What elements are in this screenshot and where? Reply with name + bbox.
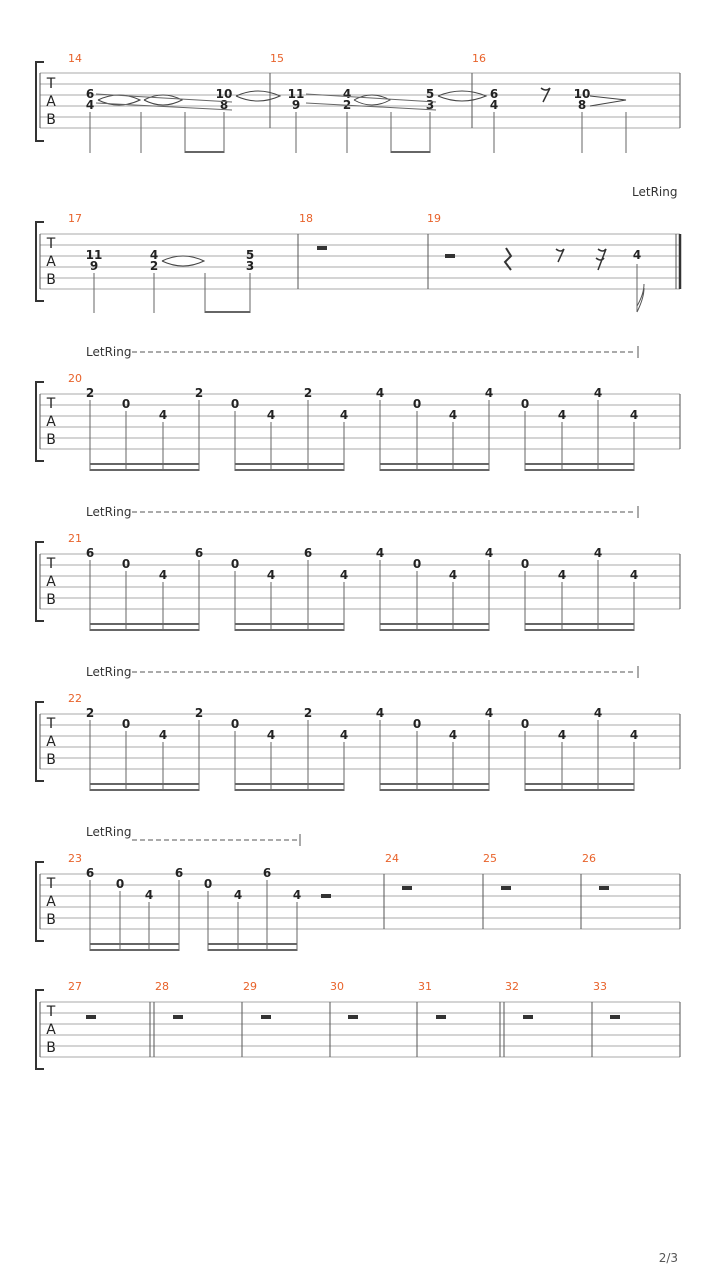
fret-number: 4 xyxy=(448,408,458,422)
tab-clef-a: A xyxy=(46,94,56,110)
fret-number: 0 xyxy=(121,397,131,411)
fret-number: 4 xyxy=(484,386,494,400)
fret-number: 4 xyxy=(448,728,458,742)
fret-number: 6 xyxy=(194,546,204,560)
fret-number: 4 xyxy=(557,568,567,582)
fret-number: 4 xyxy=(593,706,603,720)
tab-clef-b: B xyxy=(46,112,56,128)
half-rest-symbol xyxy=(445,254,455,258)
fret-number: 0 xyxy=(203,877,213,891)
tab-clef-t: T xyxy=(46,236,56,252)
tab-clef-b: B xyxy=(46,272,56,288)
measure-number: 16 xyxy=(472,52,486,65)
fret-number: 11 xyxy=(287,87,305,101)
fret-number: 2 xyxy=(194,706,204,720)
measure-number: 31 xyxy=(418,980,432,993)
whole-rest-symbol xyxy=(599,886,609,890)
fret-number: 5 xyxy=(425,87,435,101)
tab-clef-a: A xyxy=(46,414,56,430)
fret-number: 4 xyxy=(375,706,385,720)
fret-number: 4 xyxy=(557,408,567,422)
fret-number: 5 xyxy=(245,248,255,262)
half-rest-symbol xyxy=(317,246,327,250)
fret-number: 6 xyxy=(262,866,272,880)
fret-number: 0 xyxy=(121,557,131,571)
tab-system-1 xyxy=(36,52,680,153)
tab-clef-t: T xyxy=(46,396,56,412)
fret-number: 4 xyxy=(557,728,567,742)
measure-number: 30 xyxy=(330,980,344,993)
measure-number: 17 xyxy=(68,212,82,225)
measure-number: 22 xyxy=(68,692,82,705)
whole-rest-symbol xyxy=(348,1015,358,1019)
let-ring-label: LetRing xyxy=(632,185,678,199)
tab-clef-a: A xyxy=(46,254,56,270)
fret-number: 4 xyxy=(158,728,168,742)
fret-number: 0 xyxy=(115,877,125,891)
fret-number: 2 xyxy=(85,386,95,400)
fret-number: 0 xyxy=(520,397,530,411)
let-ring-label: LetRing xyxy=(86,345,132,359)
fret-number: 6 xyxy=(85,87,95,101)
measure-number: 27 xyxy=(68,980,82,993)
let-ring-label: LetRing xyxy=(86,505,132,519)
fret-number: 4 xyxy=(339,408,349,422)
tie-symbol xyxy=(590,96,626,106)
fret-number: 0 xyxy=(520,717,530,731)
sixteenth-flag xyxy=(637,284,644,312)
fret-number: 4 xyxy=(158,568,168,582)
fret-number: 4 xyxy=(484,706,494,720)
fret-number: 4 xyxy=(149,248,159,262)
tab-clef-a: A xyxy=(46,574,56,590)
fret-number: 4 xyxy=(629,728,639,742)
fret-number: 4 xyxy=(339,728,349,742)
fret-number: 2 xyxy=(85,706,95,720)
fret-number: 0 xyxy=(230,557,240,571)
arpeggio-systems xyxy=(36,345,680,791)
fret-number: 0 xyxy=(412,717,422,731)
fret-number: 3 xyxy=(425,98,435,112)
fret-number: 8 xyxy=(219,98,229,112)
fret-number: 4 xyxy=(448,568,458,582)
measure-number: 29 xyxy=(243,980,257,993)
tab-clef-b: B xyxy=(46,432,56,448)
measure-number: 28 xyxy=(155,980,169,993)
tie-symbol xyxy=(144,95,182,105)
tab-clef-t: T xyxy=(46,556,56,572)
fret-number: 4 xyxy=(593,386,603,400)
measure-number: 33 xyxy=(593,980,607,993)
fret-number: 2 xyxy=(303,386,313,400)
tie-symbol xyxy=(438,91,486,101)
measure-number: 18 xyxy=(299,212,313,225)
page-number: 2/3 xyxy=(658,1251,678,1265)
fret-number: 4 xyxy=(144,888,154,902)
fret-number: 6 xyxy=(85,546,95,560)
fret-number: 3 xyxy=(245,259,255,273)
fret-number: 4 xyxy=(375,546,385,560)
tab-clef-a: A xyxy=(46,734,56,750)
tab-system-7 xyxy=(36,980,680,1069)
fret-number: 4 xyxy=(629,408,639,422)
whole-rest-symbol xyxy=(436,1015,446,1019)
tab-clef-t: T xyxy=(46,1004,56,1020)
measure-number: 32 xyxy=(505,980,519,993)
fret-number: 4 xyxy=(266,568,276,582)
measure-number: 25 xyxy=(483,852,497,865)
whole-rest-symbol xyxy=(86,1015,96,1019)
fret-number: 4 xyxy=(489,98,499,112)
fret-number: 4 xyxy=(158,408,168,422)
tab-clef-t: T xyxy=(46,716,56,732)
fret-number: 4 xyxy=(292,888,302,902)
fret-number: 4 xyxy=(629,568,639,582)
fret-number: 11 xyxy=(85,248,103,262)
fret-number: 4 xyxy=(484,546,494,560)
fret-number: 6 xyxy=(303,546,313,560)
fret-number: 6 xyxy=(174,866,184,880)
fret-number: 10 xyxy=(573,87,591,101)
tab-system-5 xyxy=(36,665,680,791)
fret-number: 0 xyxy=(230,717,240,731)
let-ring-label: LetRing xyxy=(86,825,132,839)
fret-number: 2 xyxy=(303,706,313,720)
whole-rest-symbol xyxy=(501,886,511,890)
fret-number: 4 xyxy=(85,98,95,112)
tab-clef-b: B xyxy=(46,592,56,608)
fret-number: 9 xyxy=(291,98,301,112)
fret-number: 0 xyxy=(520,557,530,571)
whole-rest-symbol xyxy=(610,1015,620,1019)
whole-rest-symbol xyxy=(402,886,412,890)
fret-number: 0 xyxy=(121,717,131,731)
fret-number: 6 xyxy=(489,87,499,101)
measure-number: 20 xyxy=(68,372,82,385)
fret-number: 2 xyxy=(149,259,159,273)
half-rest-symbol xyxy=(321,894,331,898)
let-ring-label: LetRing xyxy=(86,665,132,679)
tab-clef-b: B xyxy=(46,752,56,768)
fret-number: 0 xyxy=(412,397,422,411)
fret-number: 4 xyxy=(266,408,276,422)
tab-system-2 xyxy=(36,185,680,313)
fret-number: 10 xyxy=(215,87,233,101)
fret-number: 8 xyxy=(577,98,587,112)
tab-system-3 xyxy=(36,345,680,471)
whole-rest-symbol xyxy=(261,1015,271,1019)
fret-number: 0 xyxy=(412,557,422,571)
measure-number: 14 xyxy=(68,52,82,65)
tab-clef-b: B xyxy=(46,1040,56,1056)
fret-number: 0 xyxy=(230,397,240,411)
fret-number: 9 xyxy=(89,259,99,273)
fret-number: 4 xyxy=(632,248,642,262)
fret-number: 4 xyxy=(339,568,349,582)
tab-clef-b: B xyxy=(46,912,56,928)
tie-symbol xyxy=(236,91,280,101)
measure-number: 21 xyxy=(68,532,82,545)
whole-rest-symbol xyxy=(523,1015,533,1019)
tab-system-6 xyxy=(36,825,680,951)
tab-clef-a: A xyxy=(46,1022,56,1038)
fret-number: 4 xyxy=(342,87,352,101)
tab-clef-a: A xyxy=(46,894,56,910)
fret-number: 4 xyxy=(375,386,385,400)
tab-system-4 xyxy=(36,505,680,631)
measure-number: 23 xyxy=(68,852,82,865)
fret-number: 4 xyxy=(233,888,243,902)
tie-symbol xyxy=(162,256,204,266)
fret-number: 2 xyxy=(194,386,204,400)
measure-number: 15 xyxy=(270,52,284,65)
measure-number: 24 xyxy=(385,852,399,865)
fret-number: 6 xyxy=(85,866,95,880)
whole-rest-symbol xyxy=(173,1015,183,1019)
measure-number: 26 xyxy=(582,852,596,865)
fret-number: 4 xyxy=(593,546,603,560)
tab-clef-t: T xyxy=(46,76,56,92)
tab-clef-t: T xyxy=(46,876,56,892)
tie-symbol xyxy=(354,95,390,105)
fret-number: 4 xyxy=(266,728,276,742)
measure-number: 19 xyxy=(427,212,441,225)
